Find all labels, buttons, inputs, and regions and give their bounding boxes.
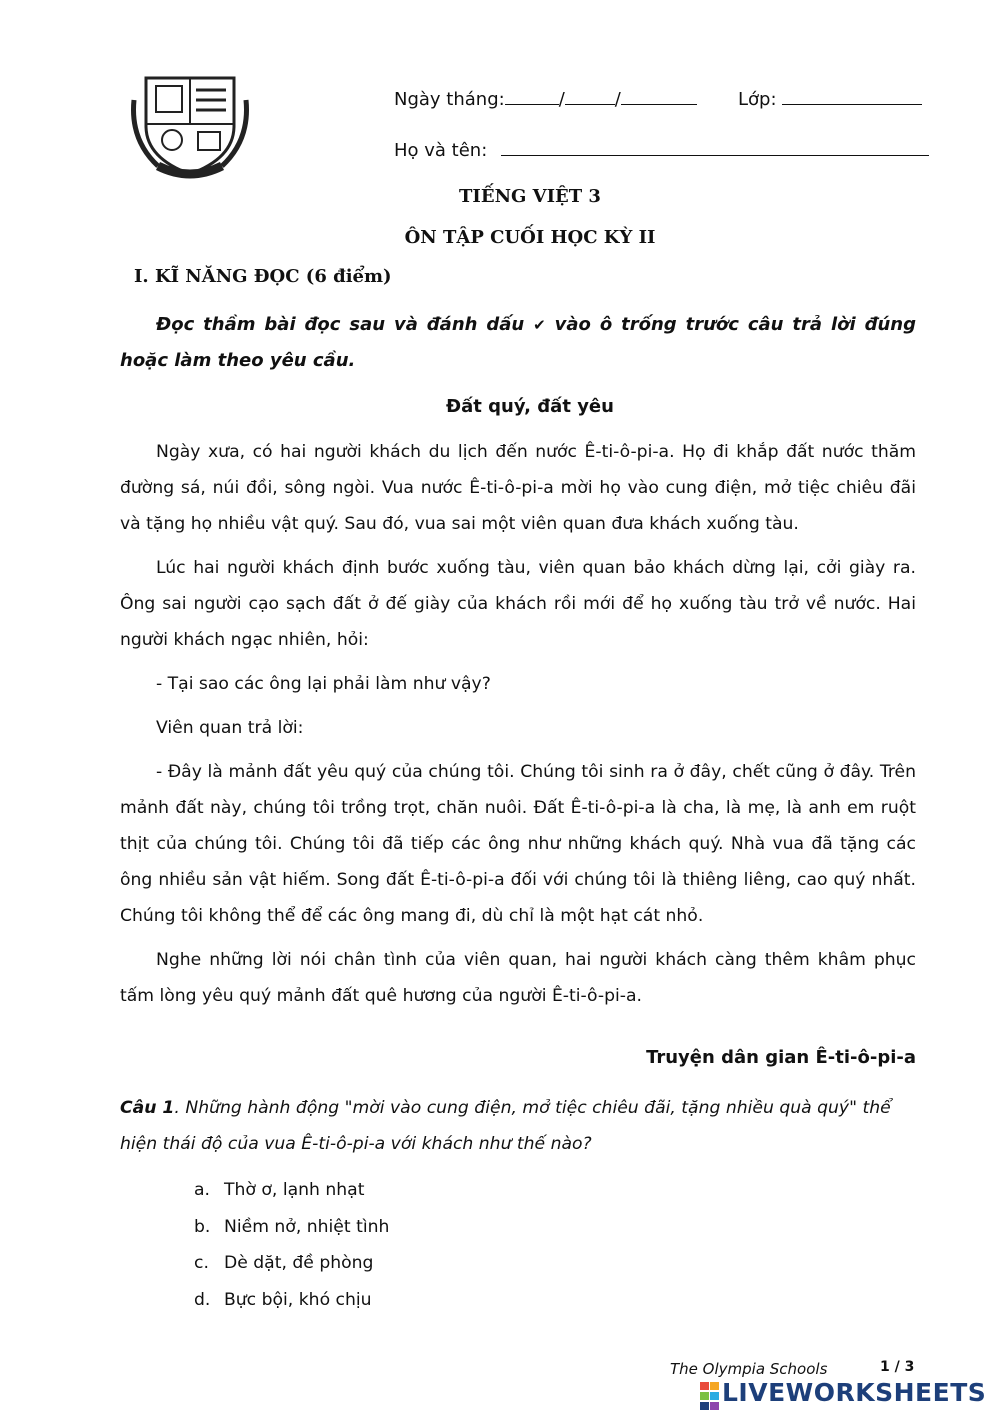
option-text: Bực bội, khó chịu: [224, 1289, 372, 1310]
story-paragraph: Lúc hai người khách định bước xuống tàu, viên quan bảo khách dừng lại, cởi giày ra. Ông sai người cạo sạch đất ở đế giày của khách rồi mới để họ xuống tàu trở về nước. Hai người khách ngạc nhiên, hỏi:: [120, 558, 916, 650]
answer-options: [194, 1172, 389, 1318]
name-row: [394, 137, 929, 161]
date-day-blank[interactable]: [505, 86, 559, 105]
instruction-text: vào ô trống trước câu trả lời đúng hoặc làm theo yêu cầu.: [120, 314, 916, 371]
answer-option-b[interactable]: [194, 1209, 389, 1246]
date-row: [394, 86, 697, 110]
answer-option-a[interactable]: [194, 1172, 389, 1209]
question-1: [120, 1090, 916, 1162]
story-title: Đất quý, đất yêu: [446, 396, 614, 417]
question-label: Câu 1: [120, 1098, 175, 1118]
name-label: Họ và tên:: [394, 140, 488, 161]
liveworksheets-text: LIVEWORKSHEETS: [722, 1378, 987, 1407]
answer-option-d[interactable]: [194, 1282, 389, 1319]
school-logo: [128, 70, 252, 180]
story-paragraph: - Tại sao các ông lại phải làm như vậy?: [156, 674, 491, 694]
section-heading: I. KĨ NĂNG ĐỌC (6 điểm): [134, 266, 392, 287]
option-letter: d.: [194, 1289, 211, 1310]
instruction: [120, 307, 916, 379]
date-label: Ngày tháng:: [394, 89, 505, 110]
story-paragraph: Viên quan trả lời:: [156, 718, 304, 738]
answer-option-c[interactable]: [194, 1245, 389, 1282]
story-paragraph: Ngày xưa, có hai người khách du lịch đến nước Ê-ti-ô-pi-a. Họ đi khắp đất nước thăm đường sá, núi đồi, sông ngòi. Vua nước Ê-ti-ô-pi-a mời họ vào cung điện, mở tiệc chiêu đãi và tặng họ nhiều vật quý. Sau đó, vua sai một viên quan đưa khách xuống tàu.: [120, 442, 916, 534]
date-month-blank[interactable]: [565, 86, 615, 105]
question-text: . Những hành động "mời vào cung điện, mở tiệc chiêu đãi, tặng nhiều quà quý" thể hiện thái độ của vua Ê-ti-ô-pi-a với khách như thế nào?: [120, 1098, 891, 1154]
exam-title: ÔN TẬP CUỐI HỌC KỲ II: [404, 227, 656, 248]
instruction-text: Đọc thầm bài đọc sau và đánh dấu: [156, 314, 525, 335]
option-text: Niềm nở, nhiệt tình: [224, 1216, 390, 1237]
subject-title: TIẾNG VIỆT 3: [459, 186, 601, 207]
option-text: Dè dặt, đề phòng: [224, 1253, 374, 1273]
class-row: [738, 86, 922, 110]
check-icon: ✔: [533, 316, 546, 334]
story-source: Truyện dân gian Ê-ti-ô-pi-a: [646, 1047, 916, 1068]
option-letter: c.: [194, 1253, 209, 1273]
liveworksheets-icon: [700, 1382, 720, 1410]
option-letter: b.: [194, 1216, 211, 1237]
liveworksheets-logo: [700, 1378, 1000, 1413]
option-text: Thờ ơ, lạnh nhạt: [224, 1180, 365, 1200]
option-letter: a.: [194, 1180, 210, 1200]
story-paragraph: Nghe những lời nói chân tình của viên quan, hai người khách càng thêm khâm phục tấm lòng yêu quý mảnh đất quê hương của người Ê-ti-ô-pi-a.: [120, 950, 916, 1006]
name-blank[interactable]: [501, 137, 929, 156]
story-body: [120, 434, 916, 1014]
class-blank[interactable]: [782, 86, 922, 105]
date-separator: /: [614, 89, 621, 110]
class-label: Lớp:: [738, 89, 777, 110]
date-separator: /: [558, 89, 565, 110]
footer-school-name: The Olympia Schools: [670, 1360, 828, 1378]
story-paragraph: - Đây là mảnh đất yêu quý của chúng tôi. Chúng tôi sinh ra ở đây, chết cũng ở đây. Trên mảnh đất này, chúng tôi trồng trọt, chăn nuôi. Đất Ê-ti-ô-pi-a là cha, là mẹ, là anh em ruột thịt của chúng tôi. Chúng tôi đã tiếp các ông như những khách quý. Nhà vua đã tặng các ông nhiều sản vật hiếm. Song đất Ê-ti-ô-pi-a đối với chúng tôi là thiêng liêng, cao quý nhất. Chúng tôi không thể để các ông mang đi, dù chỉ là một hạt cát nhỏ.: [120, 762, 916, 926]
date-year-blank[interactable]: [621, 86, 697, 105]
page-number: 1 / 3: [880, 1359, 915, 1375]
